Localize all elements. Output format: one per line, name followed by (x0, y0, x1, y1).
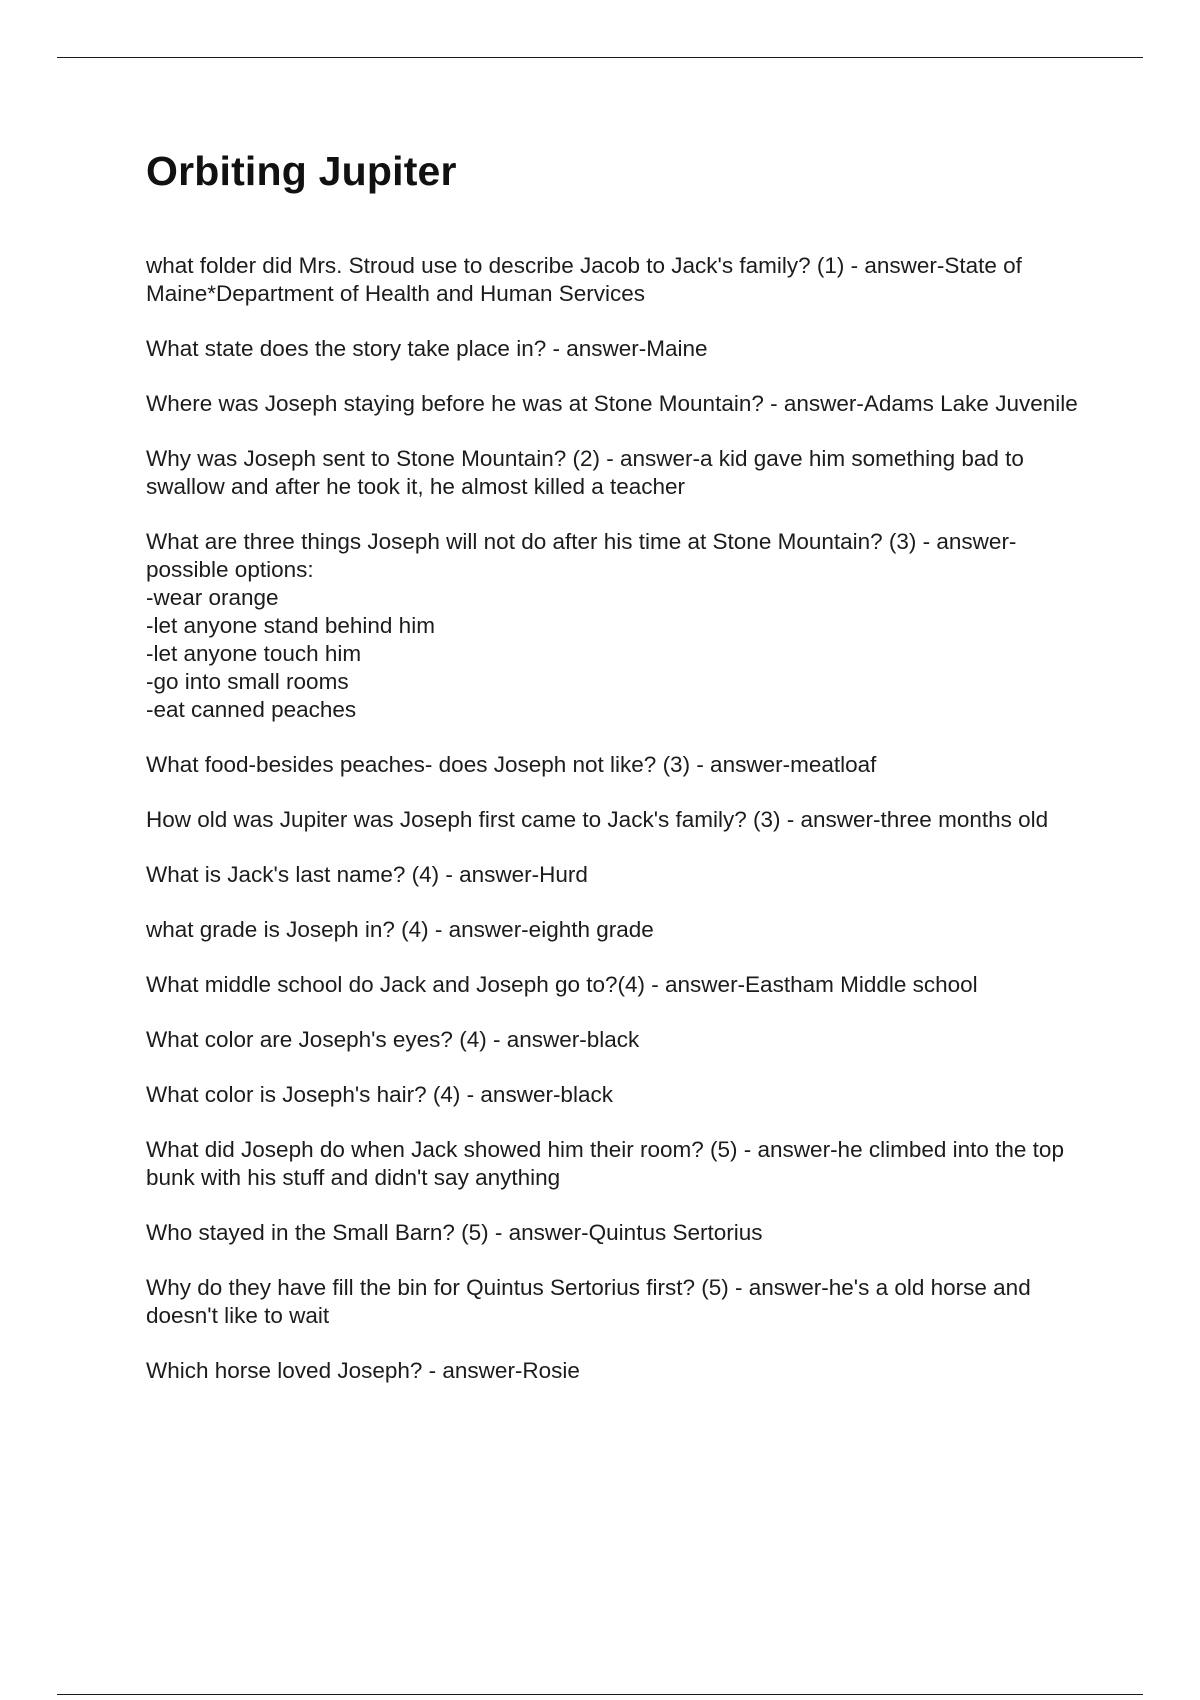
qa-item: What are three things Joseph will not do after his time at Stone Mountain? (3) - answer-possible options: -wear orange -let anyone stand behind him -let anyone touch him -go into small rooms -eat canned peaches (146, 529, 1017, 722)
page-title: Orbiting Jupiter (146, 148, 457, 194)
qa-list (146, 252, 1096, 1412)
qa-item: What color is Joseph's hair? (4) - answer-black (146, 1082, 613, 1107)
qa-item: What food-besides peaches- does Joseph not like? (3) - answer-meatloaf (146, 752, 877, 777)
qa-item: Who stayed in the Small Barn? (5) - answer-Quintus Sertorius (146, 1220, 763, 1245)
qa-item: Why was Joseph sent to Stone Mountain? (2) - answer-a kid gave him something bad to swallow and after he took it, he almost killed a teacher (146, 446, 1024, 499)
qa-item: what folder did Mrs. Stroud use to describe Jacob to Jack's family? (1) - answer-State of Maine*Department of Health and Human Services (146, 253, 1022, 306)
qa-item: How old was Jupiter was Joseph first came to Jack's family? (3) - answer-three months old (146, 807, 1049, 832)
qa-item: What middle school do Jack and Joseph go to?(4) - answer-Eastham Middle school (146, 972, 978, 997)
qa-item: What color are Joseph's eyes? (4) - answer-black (146, 1027, 640, 1052)
bottom-divider (57, 1694, 1143, 1695)
qa-item: Which horse loved Joseph? - answer-Rosie (146, 1358, 580, 1383)
qa-item: What did Joseph do when Jack showed him their room? (5) - answer-he climbed into the top bunk with his stuff and didn't say anything (146, 1137, 1064, 1190)
qa-item: Why do they have fill the bin for Quintus Sertorius first? (5) - answer-he's a old horse and doesn't like to wait (146, 1275, 1031, 1328)
qa-item: What state does the story take place in? - answer-Maine (146, 336, 708, 361)
qa-item: what grade is Joseph in? (4) - answer-eighth grade (146, 917, 654, 942)
top-divider (57, 57, 1143, 58)
qa-item: Where was Joseph staying before he was at Stone Mountain? - answer-Adams Lake Juvenile (146, 391, 1078, 416)
qa-item: What is Jack's last name? (4) - answer-Hurd (146, 862, 588, 887)
